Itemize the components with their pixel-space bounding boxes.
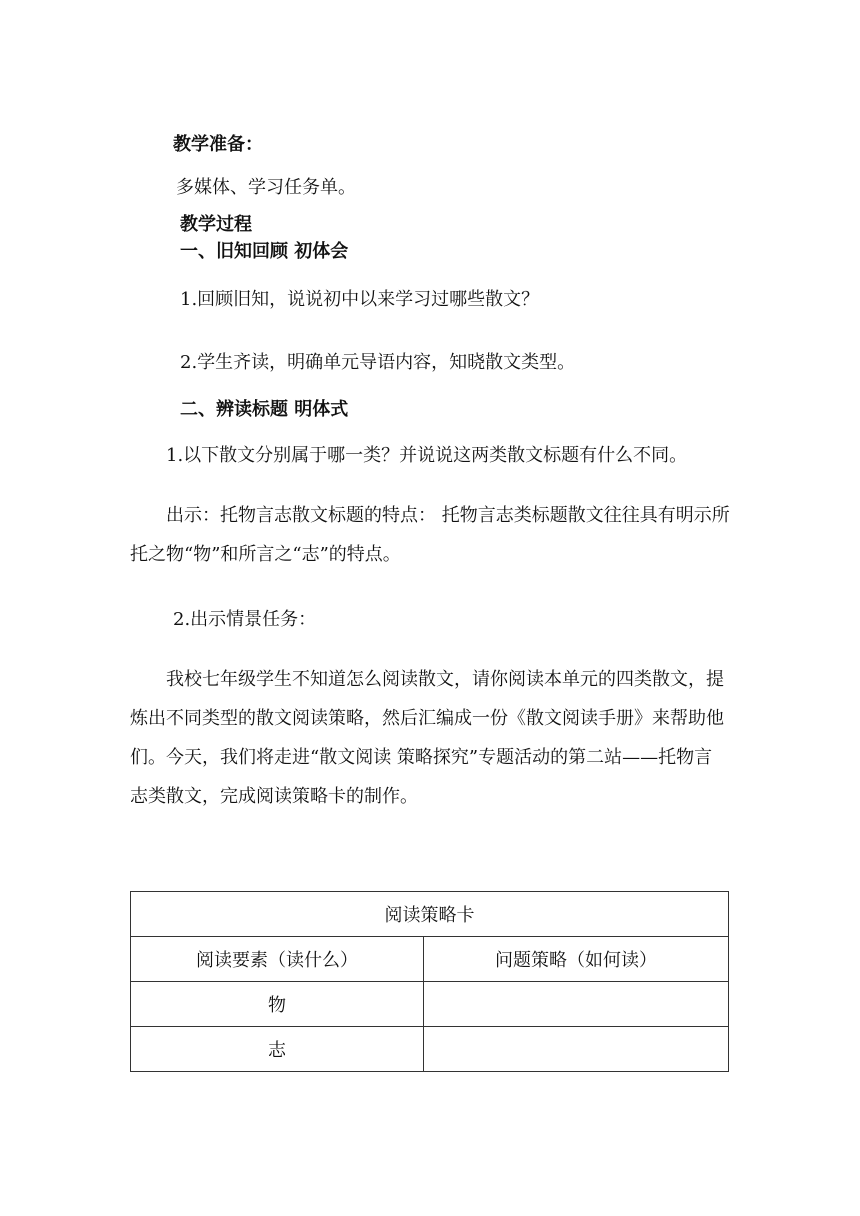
process-heading: 教学过程 [180, 214, 252, 235]
col-header-element: 阅读要素（读什么） [131, 937, 424, 982]
table-row [131, 1027, 729, 1072]
table-title: 阅读策略卡 [131, 892, 729, 937]
row-element-cell: 志 [131, 1027, 424, 1072]
table-header-row [131, 937, 729, 982]
table-row [131, 982, 729, 1027]
table-title-row [131, 892, 729, 937]
section1-item2: 2.学生齐读，明确单元导语内容，知晓散文类型。 [180, 352, 576, 373]
prep-content: 多媒体、学习任务单。 [176, 177, 356, 198]
row-strategy-cell[interactable] [424, 1027, 729, 1072]
row-element-cell: 物 [131, 982, 424, 1027]
section2-item1: 1.以下散文分别属于哪一类？并说说这两类散文标题有什么不同。 [166, 445, 688, 466]
task-paragraph: 我校七年级学生不知道怎么阅读散文，请你阅读本单元的四类散文，提炼出不同类型的散文阅读策略，然后汇编成一份《散文阅读手册》来帮助他们。今天，我们将走进“散文阅读 策略探究”专题活动的第二站——托物言志类散文，完成阅读策略卡的制作。 [130, 669, 724, 807]
prep-heading: 教学准备： [173, 134, 263, 155]
row-strategy-cell[interactable] [424, 982, 729, 1027]
section2-item2: 2.出示情景任务： [173, 609, 317, 630]
section2-title: 二、辨读标题 明体式 [180, 399, 349, 420]
strategy-card-table [130, 891, 729, 1072]
section1-title: 一、旧知回顾 初体会 [180, 241, 349, 262]
section1-item1: 1.回顾旧知，说说初中以来学习过哪些散文？ [180, 289, 540, 310]
col-header-strategy: 问题策略（如何读） [424, 937, 729, 982]
show-paragraph: 出示：托物言志散文标题的特点： 托物言志类标题散文往往具有明示所托之物“物”和所言之“志”的特点。 [130, 505, 730, 565]
